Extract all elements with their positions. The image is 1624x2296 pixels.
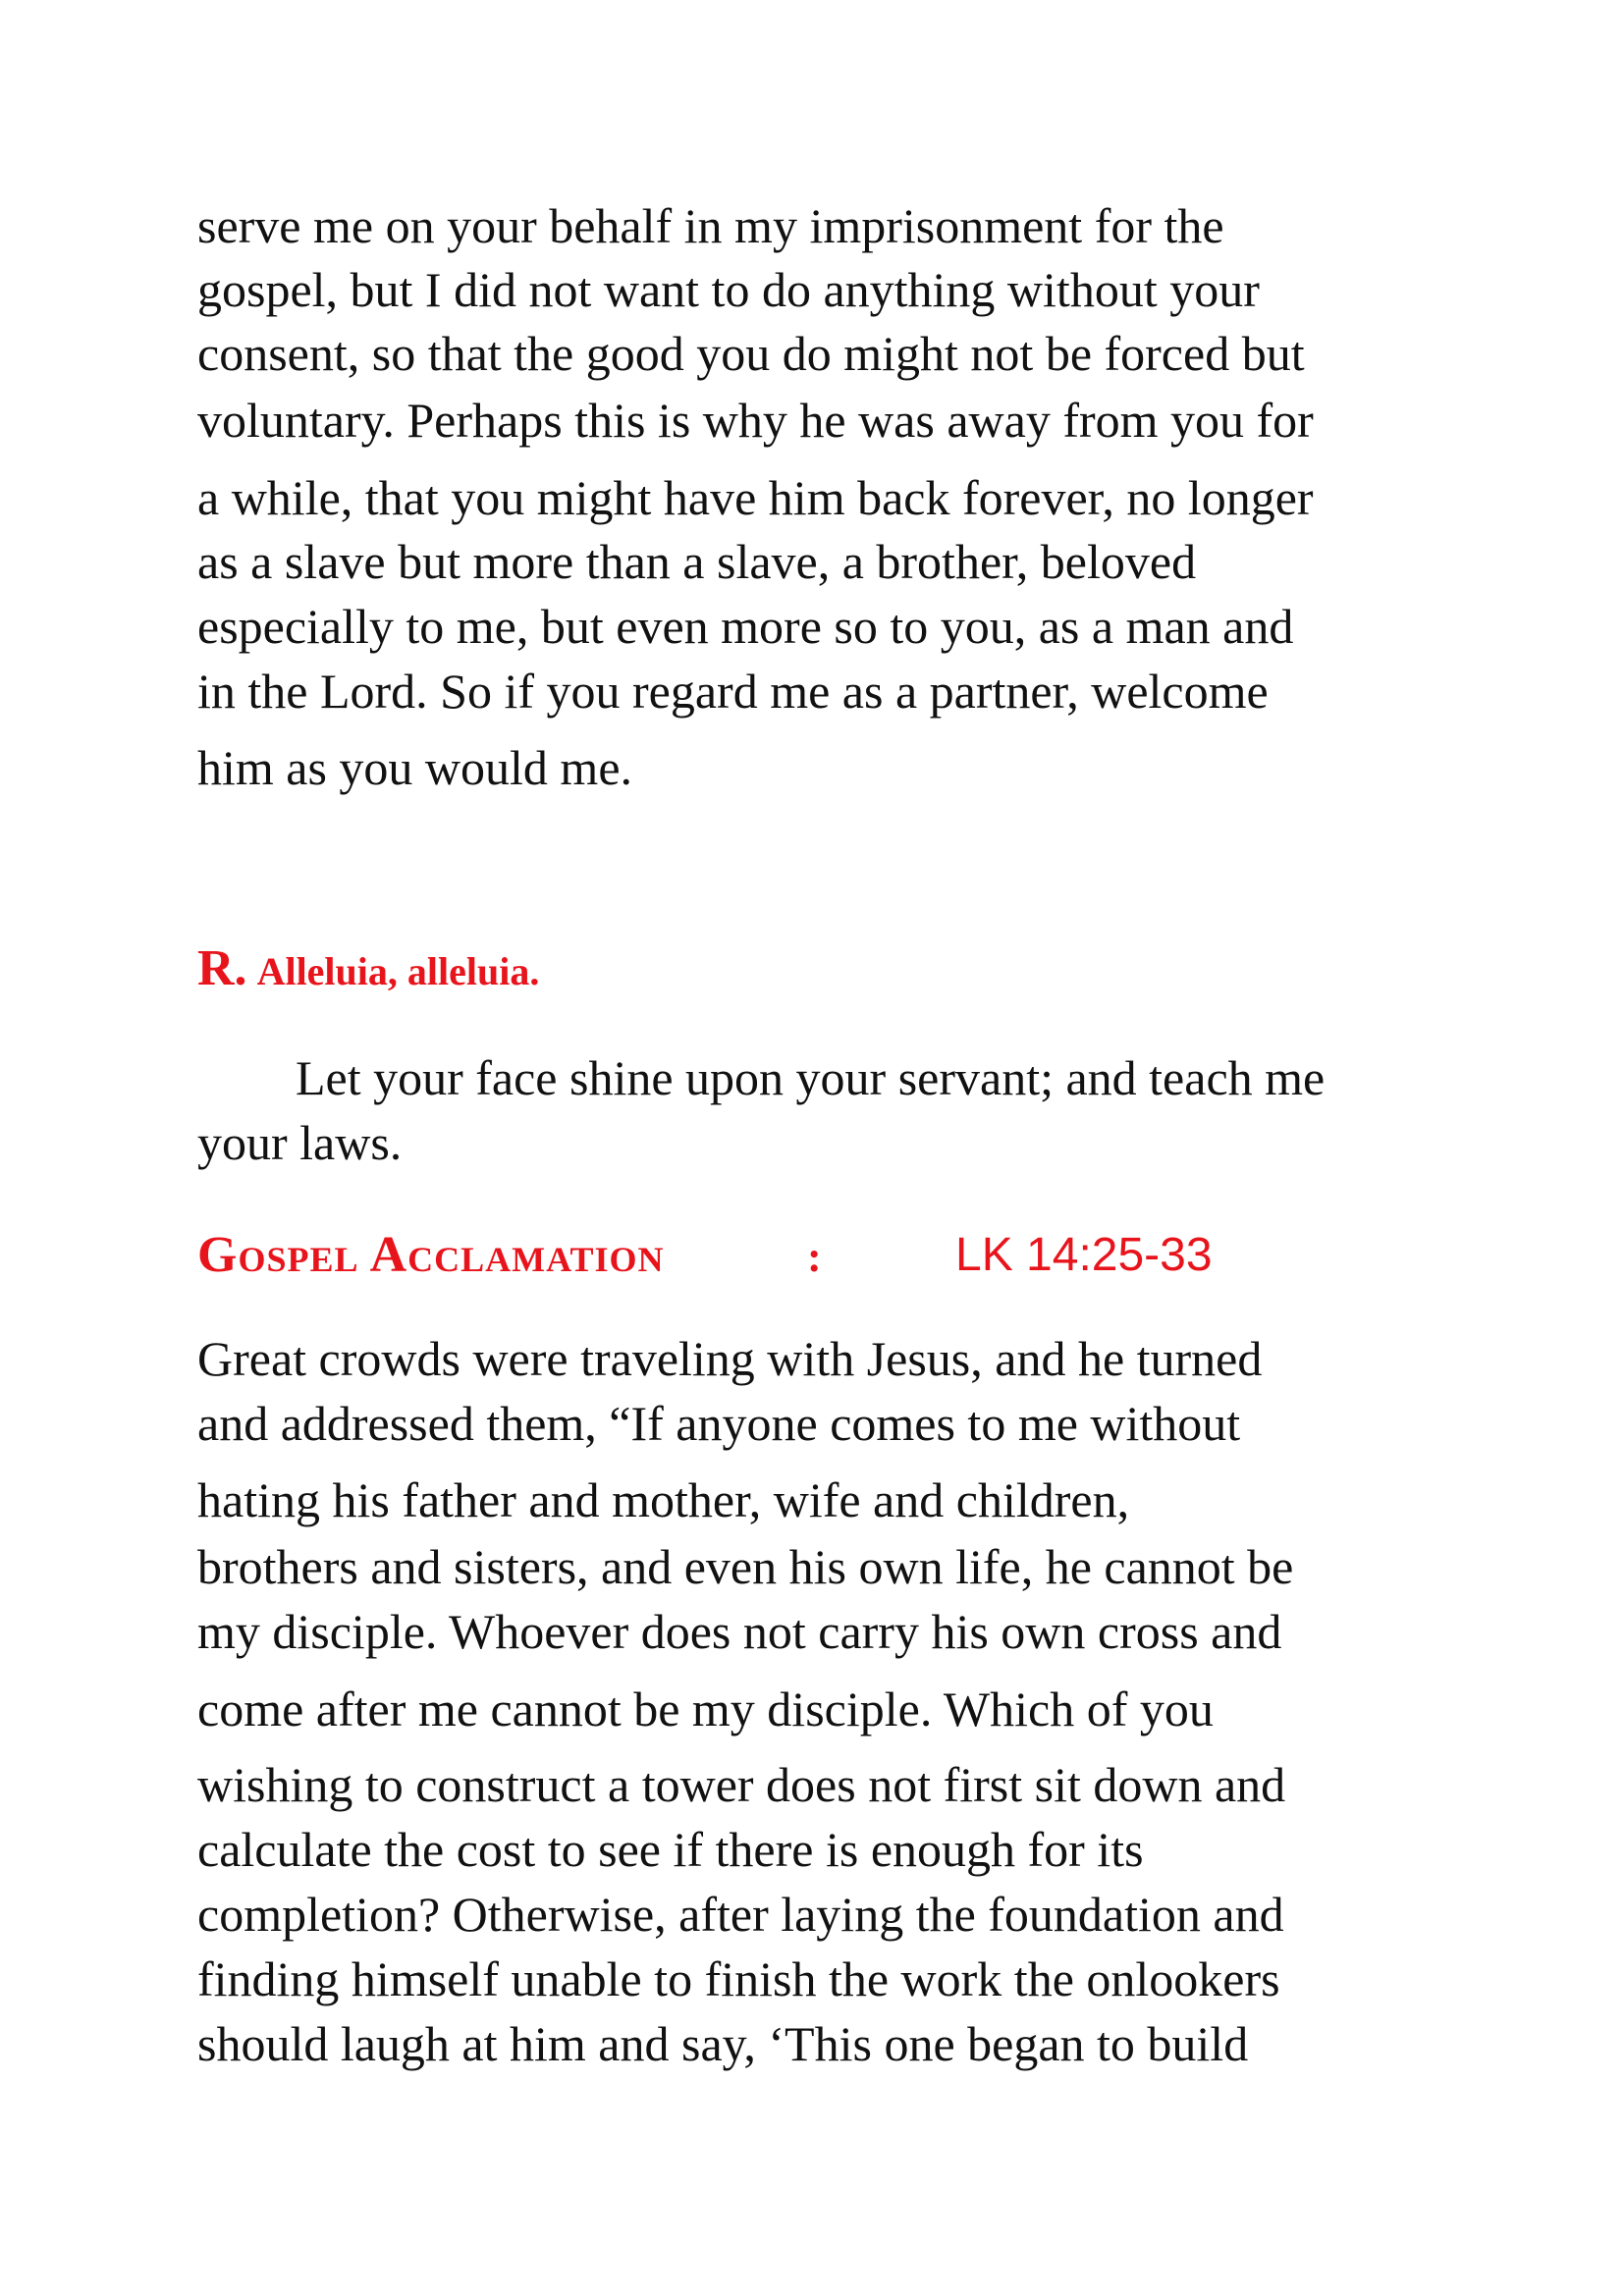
gospel-line: should laugh at him and say, ‘This one began to build	[197, 2016, 1249, 2071]
scripture-reference: LK 14:25-33	[955, 1229, 1213, 1281]
section-heading: Gospel Acclamation	[197, 1227, 665, 1283]
alleluia-response	[197, 939, 539, 1010]
gospel-line: and addressed them, “If anyone comes to me without	[197, 1396, 1241, 1451]
gospel-line: my disciple. Whoever does not carry his own cross and	[197, 1604, 1282, 1659]
verse-line: your laws.	[197, 1115, 403, 1170]
reading-line: in the Lord. So if you regard me as a partner, welcome	[197, 664, 1269, 719]
reading-line: serve me on your behalf in my imprisonment for the	[197, 198, 1224, 253]
reading-line: as a slave but more than a slave, a brother, beloved	[197, 534, 1197, 589]
verse-line: Let your face shine upon your servant; and teach me	[296, 1050, 1326, 1105]
reading-line: him as you would me.	[197, 740, 633, 795]
reading-line: gospel, but I did not want to do anything without your	[197, 262, 1260, 317]
reading-line: a while, that you might have him back forever, no longer	[197, 470, 1314, 525]
reading-line: voluntary. Perhaps this is why he was away from you for	[197, 393, 1314, 448]
gospel-line: calculate the cost to see if there is enough for its	[197, 1822, 1144, 1877]
response-text: Alleluia, alleluia.	[256, 949, 540, 993]
response-mark: R.	[197, 940, 247, 996]
gospel-line: finding himself unable to finish the work the onlookers	[197, 1951, 1280, 2006]
gospel-line: completion? Otherwise, after laying the foundation and	[197, 1887, 1284, 1942]
gospel-line: hating his father and mother, wife and children,	[197, 1472, 1130, 1527]
reading-line: especially to me, but even more so to you, as a man and	[197, 599, 1294, 654]
gospel-line: Great crowds were traveling with Jesus, and he turned	[197, 1331, 1263, 1386]
heading-colon: :	[807, 1233, 822, 1281]
reading-line: consent, so that the good you do might not be forced but	[197, 326, 1305, 381]
gospel-line: come after me cannot be my disciple. Which of you	[197, 1682, 1214, 1736]
gospel-line: brothers and sisters, and even his own life, he cannot be	[197, 1539, 1294, 1594]
gospel-line: wishing to construct a tower does not first sit down and	[197, 1757, 1286, 1812]
